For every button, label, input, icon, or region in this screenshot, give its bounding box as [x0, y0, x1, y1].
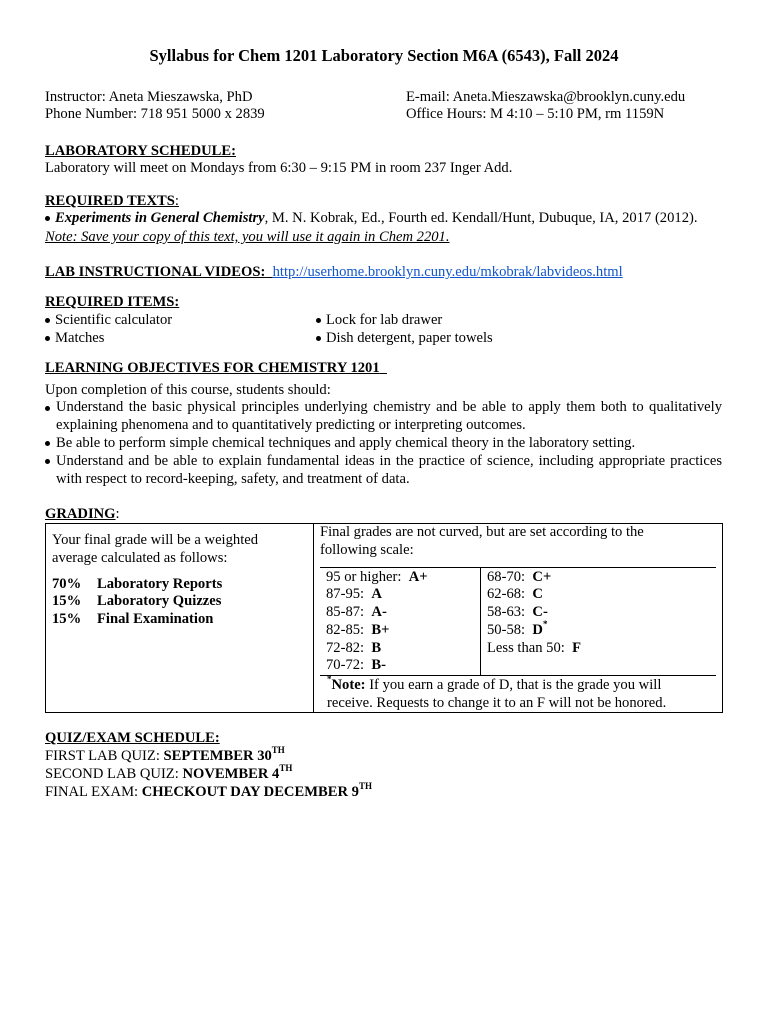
scale-grade: D [532, 622, 543, 638]
scale-range: 50-58: [487, 622, 526, 638]
grading-heading-row [45, 506, 120, 524]
scale-grade: B+ [371, 622, 390, 638]
scale-range: 85-87: [326, 604, 365, 620]
required-item: Lock for lab drawer [326, 312, 443, 328]
scale-entry [487, 604, 548, 622]
scale-grade: C [532, 586, 543, 602]
scale-range: 87-95: [326, 586, 365, 602]
quiz-date-suffix: TH [271, 745, 285, 756]
scale-grade: A [371, 586, 382, 602]
weight-pct: 15% [52, 593, 82, 609]
scale-range: 70-72: [326, 657, 365, 673]
scale-range: 82-85: [326, 622, 365, 638]
objective-item: Be able to perform simple chemical techniques and apply chemical theory in the laboratory setting. [56, 435, 636, 451]
scale-grade: B- [371, 657, 386, 673]
objective-item: Understand the basic physical principles underlying chemistry and be able to apply them both to qualitatively explaining phenomena and to quantitatively predicting or interpreting outcomes. [56, 399, 722, 433]
lab-videos-heading: LAB INSTRUCTIONAL VIDEOS: [45, 264, 266, 280]
quiz-item [45, 745, 285, 766]
scale-grade: C- [532, 604, 548, 620]
grading-heading: GRADING [45, 506, 116, 522]
quiz-date: NOVEMBER 4 [182, 766, 280, 782]
bullet-icon [45, 336, 50, 341]
scale-entry [326, 657, 386, 675]
bullet-icon [316, 336, 321, 341]
quiz-label: FINAL EXAM: [45, 784, 142, 800]
scale-entry [326, 569, 428, 587]
quiz-label: FIRST LAB QUIZ: [45, 748, 164, 764]
quiz-date-suffix: TH [279, 763, 293, 774]
scale-grade: C+ [532, 569, 552, 585]
weight-pct: 15% [52, 611, 82, 627]
scale-grade: A- [371, 604, 387, 620]
required-texts-heading-label: REQUIRED TEXTS [45, 193, 175, 209]
weight-pct: 70% [52, 576, 82, 592]
scale-entry [487, 619, 548, 640]
bullet-icon [45, 318, 50, 323]
instructor-email: E-mail: Aneta.Mieszawska@brooklyn.cuny.edu [406, 89, 686, 105]
quiz-schedule-heading: QUIZ/EXAM SCHEDULE: [45, 730, 220, 746]
scale-entry [487, 640, 581, 658]
scale-entry [326, 640, 381, 658]
required-text-book [55, 210, 698, 228]
scale-grade: F [572, 640, 582, 656]
scale-footnote-mark: * [542, 619, 548, 630]
instructor-name: Instructor: Aneta Mieszawska, PhD [45, 89, 253, 105]
scale-grade: B [371, 640, 382, 656]
quiz-item [45, 763, 293, 784]
scale-top-border [320, 567, 716, 568]
lab-videos-link[interactable]: http://userhome.brooklyn.cuny.edu/mkobrak/labvideos.html [272, 264, 623, 280]
note-label: Note: [331, 677, 366, 693]
scale-range: 58-63: [487, 604, 526, 620]
scale-range: Less than 50: [487, 640, 565, 656]
book-title: Experiments in General Chemistry [55, 210, 265, 226]
book-details: , M. N. Kobrak, Ed., Fourth ed. Kendall/Hunt, Dubuque, IA, 2017 (2012). [264, 210, 698, 226]
bullet-icon [45, 459, 50, 464]
bullet-icon [316, 318, 321, 323]
weight-item: Laboratory Quizzes [97, 593, 222, 609]
note-star: * [327, 674, 332, 685]
book-note: Note: Save your copy of this text, you will use it again in Chem 2201. [45, 229, 450, 245]
lab-schedule-text: Laboratory will meet on Mondays from 6:30 – 9:15 PM in room 237 Inger Add. [45, 160, 513, 176]
scale-entry [326, 622, 389, 640]
weight-item: Final Examination [97, 611, 214, 627]
instructor-phone: Phone Number: 718 951 5000 x 2839 [45, 106, 265, 122]
bullet-icon [45, 441, 50, 446]
objective-item: Understand and be able to explain fundamental ideas in the practice of science, including appropriate practices with respect to record-keeping, safety, and treatment of data. [56, 453, 722, 487]
required-texts-colon: : [174, 193, 179, 209]
scale-range: 62-68: [487, 586, 526, 602]
scale-entry [326, 604, 387, 622]
scale-range: 95 or higher: [326, 569, 402, 585]
objectives-heading: LEARNING OBJECTIVES FOR CHEMISTRY 1201 [45, 360, 380, 376]
quiz-label: SECOND LAB QUIZ: [45, 766, 183, 782]
quiz-date: SEPTEMBER 30 [163, 748, 272, 764]
note-text: If you earn a grade of D, that is the grade you will receive. Requests to change it to an F will not be honored. [327, 677, 667, 711]
required-item: Scientific calculator [55, 312, 173, 328]
required-texts-heading [45, 193, 179, 211]
required-items-heading: REQUIRED ITEMS: [45, 294, 180, 310]
scale-grade: A+ [408, 569, 428, 585]
bullet-icon [45, 216, 50, 221]
objectives-intro: Upon completion of this course, students should: [45, 382, 331, 398]
required-item: Dish detergent, paper towels [326, 330, 493, 346]
scale-range: 72-82: [326, 640, 365, 656]
page-title: Syllabus for Chem 1201 Laboratory Section M6A (6543), Fall 2024 [149, 46, 619, 65]
scale-entry [487, 569, 551, 587]
scale-divider [480, 567, 481, 676]
quiz-item [45, 781, 372, 802]
scale-bottom-border [320, 675, 716, 676]
grading-right-intro: Final grades are not curved, but are set according to the following scale: [320, 524, 644, 558]
grading-colon: : [115, 506, 120, 522]
required-item: Matches [55, 330, 105, 346]
scale-entry [326, 586, 382, 604]
quiz-date: CHECKOUT DAY DECEMBER 9 [141, 784, 359, 800]
grading-note [327, 674, 707, 712]
grading-left-intro: Your final grade will be a weighted average calculated as follows: [52, 532, 259, 566]
lab-videos-row [45, 264, 623, 282]
scale-entry [487, 586, 543, 604]
office-hours: Office Hours: M 4:10 – 5:10 PM, rm 1159N [406, 106, 665, 122]
weight-item: Laboratory Reports [97, 576, 223, 592]
bullet-icon [45, 406, 50, 411]
quiz-date-suffix: TH [358, 781, 372, 792]
lab-schedule-heading: LABORATORY SCHEDULE: [45, 143, 236, 159]
scale-range: 68-70: [487, 569, 526, 585]
grading-table-divider [313, 523, 314, 712]
objectives-heading-row [45, 360, 387, 378]
